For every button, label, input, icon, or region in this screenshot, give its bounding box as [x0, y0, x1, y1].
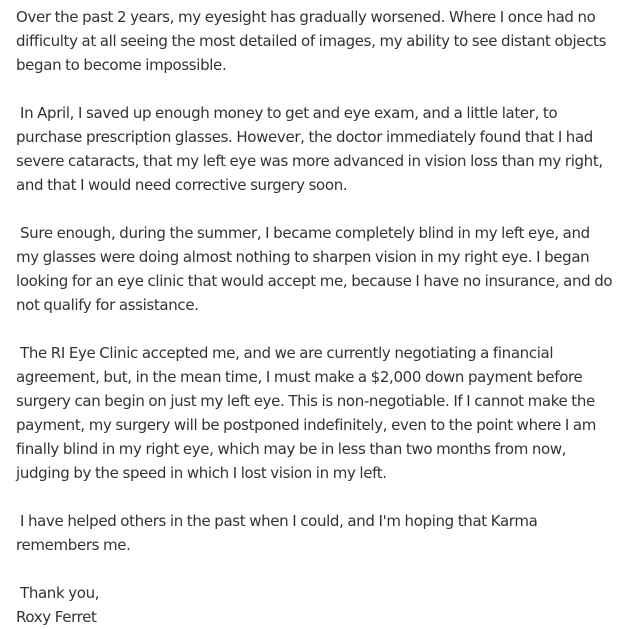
signature-name: Roxy Ferret — [16, 608, 97, 626]
story-text — [16, 5, 616, 629]
paragraph-eye-exam: In April, I saved up enough money to get and eye exam, and a little later, to purchase prescription glasses. However, the doctor immediately found that I had severe cataracts, that my left eye was more advanced in vision loss than my right, and that I would need corrective surgery soon. — [16, 104, 603, 194]
paragraph-karma: I have helped others in the past when I could, and I'm hoping that Karma remembers me. — [16, 512, 538, 554]
paragraph-blindness: Sure enough, during the summer, I became completely blind in my left eye, and my glasses were doing almost nothing to sharpen vision in my right eye. I began looking for an eye clinic that would accept me, because I have no insurance, and do not qualify for assistance. — [16, 224, 613, 314]
paragraph-eyesight-history: Over the past 2 years, my eyesight has gradually worsened. Where I once had no difficulty at all seeing the most detailed of images, my ability to see distant objects began to become impossible. — [16, 8, 607, 74]
closing-block — [16, 581, 616, 629]
closing-thanks: Thank you, — [20, 584, 100, 602]
paragraph-clinic-payment: The RI Eye Clinic accepted me, and we are currently negotiating a financial agreement, but, in the mean time, I must make a $2,000 down payment before surgery can begin on just my left eye. This is non-negotiable. If I cannot make the payment, my surgery will be postponed indefinitely, even to the point where I am finally blind in my right eye, which may be in less than two months from now, judging by the speed in which I lost vision in my left. — [16, 344, 596, 482]
